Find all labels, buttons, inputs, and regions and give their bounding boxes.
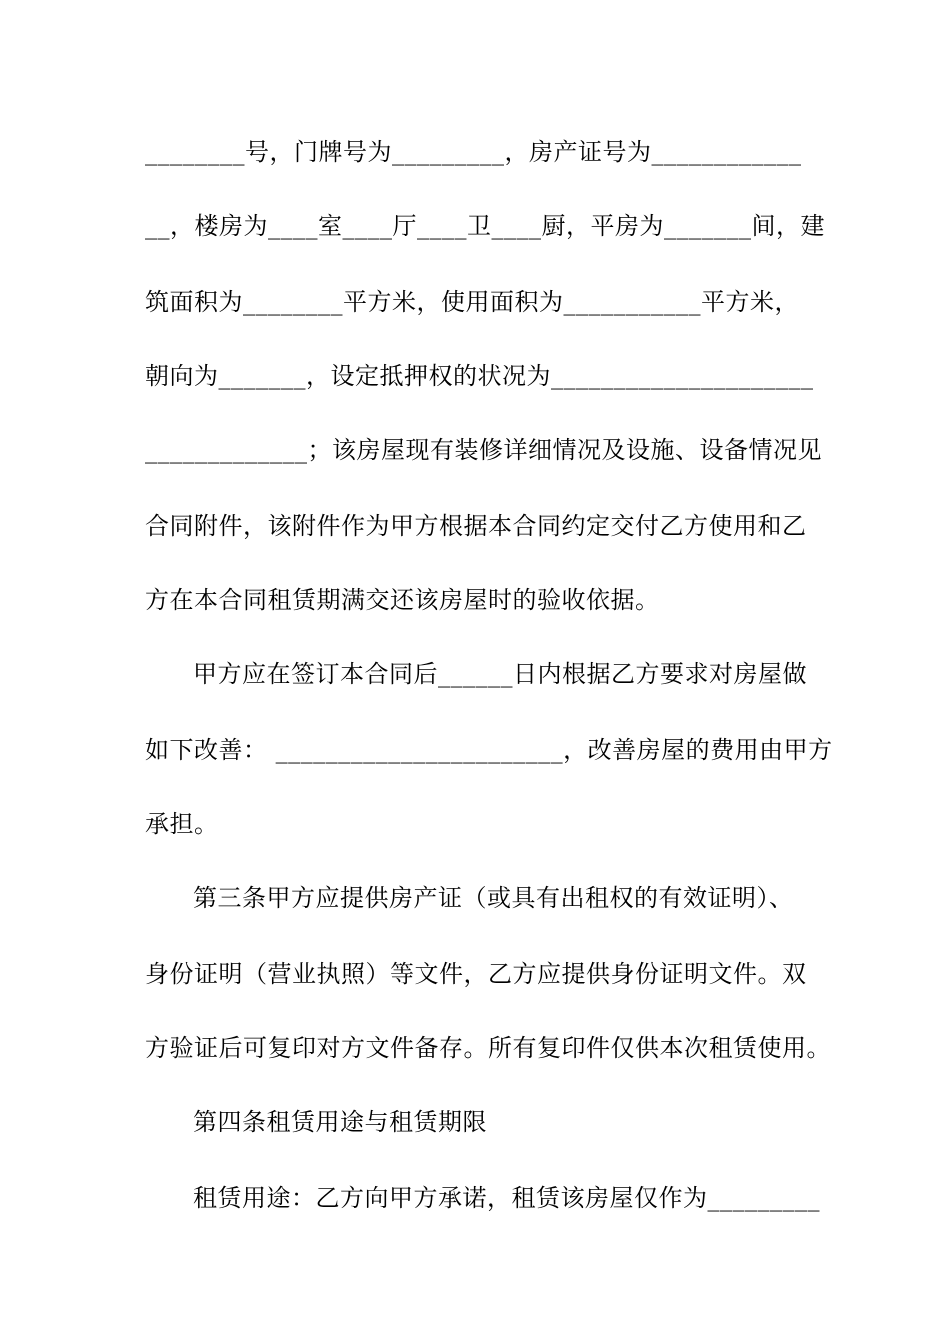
text-line-1: ________号，门牌号为_________，房产证号为____________ xyxy=(145,138,802,166)
text-line-6: 合同附件，该附件作为甲方根据本合同约定交付乙方使用和乙 xyxy=(145,512,807,540)
text-line-7: 方在本合同租赁期满交还该房屋时的验收依据。 xyxy=(145,586,660,614)
text-line-5: _____________；该房屋现有装修详细情况及设施、设备情况见 xyxy=(145,436,822,464)
text-line-9: 如下改善： _______________________，改善房屋的费用由甲方 xyxy=(145,736,833,764)
text-line-13: 方验证后可复印对方文件备存。所有复印件仅供本次租赁使用。 xyxy=(145,1034,831,1062)
text-line-10: 承担。 xyxy=(145,810,219,838)
text-line-3: 筑面积为________平方米，使用面积为___________平方米， xyxy=(145,288,799,316)
lease-purpose-line: 租赁用途：乙方向甲方承诺，租赁该房屋仅作为_________ xyxy=(193,1184,820,1212)
paragraph-improvement-start: 甲方应在签订本合同后______日内根据乙方要求对房屋做 xyxy=(193,660,807,688)
text-line-4: 朝向为_______，设定抵押权的状况为_____________________ xyxy=(145,362,814,390)
text-line-12: 身份证明（营业执照）等文件，乙方应提供身份证明文件。双 xyxy=(145,960,807,988)
text-line-2: __，楼房为____室____厅____卫____厨，平房为_______间，建 xyxy=(145,212,825,240)
article-3-start: 第三条甲方应提供房产证（或具有出租权的有效证明）、 xyxy=(193,884,794,912)
article-4-heading: 第四条租赁用途与租赁期限 xyxy=(193,1108,487,1136)
